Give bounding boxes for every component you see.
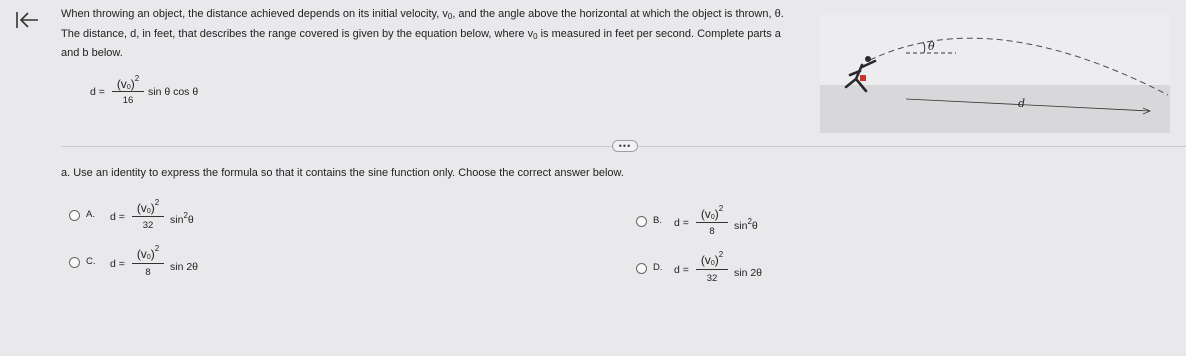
formula-numerator: $(v0)^2$ [700, 204, 724, 221]
option-formula: d = $(v0)^2$ 8 $\sin^2\theta$ [674, 204, 758, 237]
formula-denominator: 16 [122, 95, 134, 106]
answer-option-c[interactable] [69, 244, 249, 284]
fraction-bar [132, 263, 164, 264]
formula-denominator: 32 [706, 273, 718, 284]
back-button[interactable] [10, 6, 44, 34]
part-a-prompt: a. Use an identity to express the formula so that it contains the sine function only. Choose the correct answer below. [61, 167, 624, 179]
subscript: 0 [447, 12, 453, 21]
answer-option-b[interactable] [636, 204, 816, 244]
formula-rhs: $\sin^2\theta$ [734, 217, 758, 232]
more-options-button[interactable] [612, 140, 638, 152]
formula-rhs: sin θ cos θ [148, 86, 199, 98]
formula-numerator: $(v0)^2$ [116, 74, 140, 91]
formula-rhs: sin 2θ [170, 261, 199, 273]
radio-button[interactable] [636, 263, 647, 274]
fraction-bar [696, 222, 728, 223]
throw-illustration [820, 15, 1170, 133]
fraction-bar [696, 269, 728, 270]
option-letter: C. [86, 256, 96, 267]
formula-lhs: d = [90, 86, 105, 98]
formula-numerator: $(v0)^2$ [136, 244, 160, 261]
answer-option-d[interactable] [636, 250, 816, 290]
prompt-text: and b below. [61, 47, 123, 59]
subscript: 0 [533, 31, 538, 41]
option-formula: d = $(v0)^2$ 32 sin 2θ [674, 250, 763, 284]
fraction-bar [132, 216, 164, 217]
range-formula [90, 74, 230, 110]
prompt-text: When throwing an object, the distance achieved depends on its initial velocity, v [61, 8, 448, 20]
option-formula: d = $(v0)^2$ 32 $\sin^2\theta$ [110, 198, 194, 231]
formula-rhs: sin 2θ [734, 267, 763, 279]
prompt-text: The distance, d, in feet, that describes the range covered is given by the equation below, where v [61, 27, 534, 40]
formula-numerator: $(v0)^2$ [700, 250, 724, 267]
distance-label: d [1018, 97, 1026, 110]
prompt-text: , and the angle above the horizontal at which the object is thrown, θ. [452, 8, 784, 20]
radio-button[interactable] [69, 257, 80, 268]
formula-denominator: 32 [142, 220, 154, 231]
formula-rhs: $\sin^2\theta$ [170, 211, 194, 226]
option-letter: B. [653, 215, 662, 226]
option-letter: D. [653, 262, 663, 273]
fraction-bar [112, 91, 144, 92]
back-arrow-icon [14, 10, 40, 30]
formula-denominator: 8 [145, 267, 151, 278]
formula-denominator: 8 [709, 226, 715, 237]
formula-numerator: $(v0)^2$ [136, 198, 160, 215]
answer-option-a[interactable] [69, 198, 249, 238]
ellipsis-icon: ••• [618, 141, 632, 151]
theta-label: θ [928, 40, 935, 53]
option-letter: A. [86, 209, 95, 220]
radio-button[interactable] [69, 210, 80, 221]
option-formula: d = $(v0)^2$ 8 sin 2θ [110, 244, 199, 278]
prompt-text: is measured in feet per second. Complete parts a [537, 27, 781, 40]
question-prompt [61, 6, 831, 62]
radio-button[interactable] [636, 216, 647, 227]
